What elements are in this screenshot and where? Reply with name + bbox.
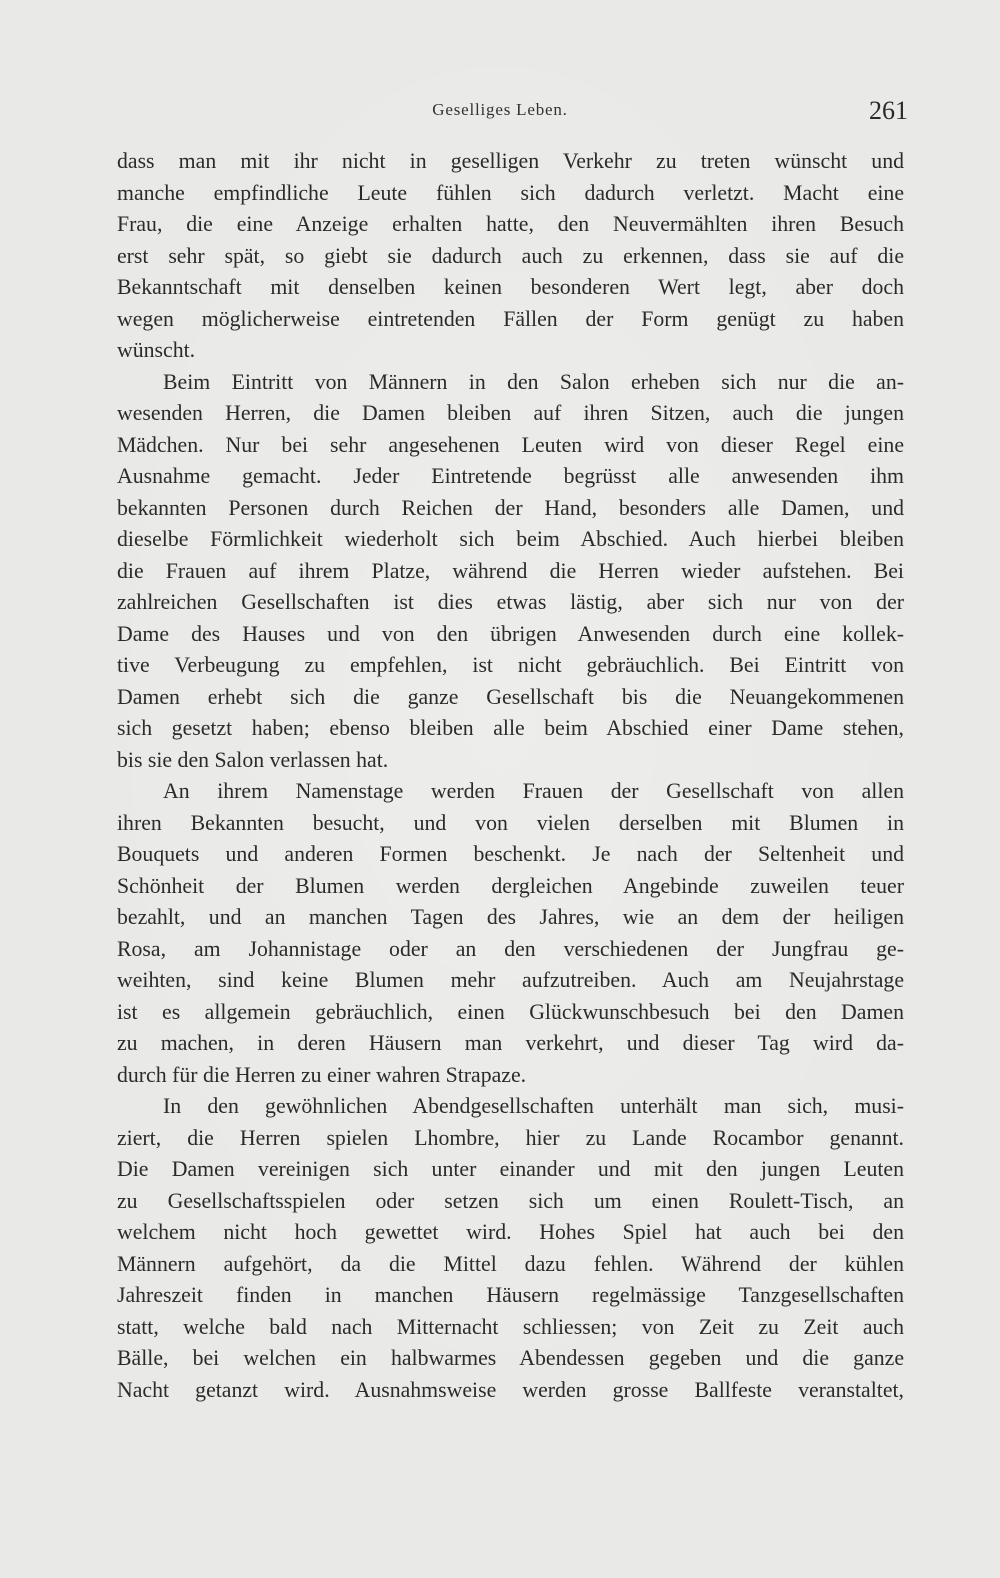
text-line: Bouquets und anderen Formen beschenkt. Je nach der Seltenheit und [117,842,904,866]
text-line: ihren Bekannten besucht, und von vielen derselben mit Blumen in [117,810,904,835]
text-line: welchem nicht hoch gewettet wird. Hohes Spiel hat auch bei den [117,1220,904,1244]
text-line: manche empfindliche Leute fühlen sich dadurch verletzt. Macht eine [117,180,904,205]
text-line: bis sie den Salon verlassen hat. [117,747,389,772]
text-line: zahlreichen Gesellschaften ist dies etwas lästig, aber sich nur von der [117,590,904,614]
text-line: bezahlt, und an manchen Tagen des Jahres, wie an dem der heiligen [117,905,904,929]
text-line: wesenden Herren, die Damen bleiben auf ihren Sitzen, auch die jungen [117,401,904,425]
text-line: wünscht. [117,338,196,362]
text-line: weihten, sind keine Blumen mehr aufzutreiben. Auch am Neujahrstage [117,968,904,992]
text-line: Männern aufgehört, da die Mittel dazu fehlen. Während der kühlen [117,1251,904,1276]
text-line: sich gesetzt haben; ebenso bleiben alle beim Abschied einer Dame stehen, [117,716,904,740]
text-line: zu Gesellschaftsspielen oder setzen sich um einen Roulett-Tisch, an [117,1188,904,1213]
text-line: Beim Eintritt von Männern in den Salon erheben sich nur die an- [163,369,904,394]
running-header [0,98,1000,128]
text-line: Bälle, bei welchen ein halbwarmes Abendessen gegeben und die ganze [117,1346,904,1370]
text-line: durch für die Herren zu einer wahren Strapaze. [117,1062,527,1087]
text-line: erst sehr spät, so giebt sie dadurch auch zu erkennen, dass sie auf die [117,243,904,268]
text-line: In den gewöhnlichen Abendgesellschaften unterhält man sich, musi- [163,1094,904,1118]
text-line: Bekanntschaft mit denselben keinen besonderen Wert legt, aber doch [117,275,904,299]
text-line: dieselbe Förmlichkeit wiederholt sich beim Abschied. Auch hierbei bleiben [117,527,904,551]
text-line: ziert, die Herren spielen Lhombre, hier zu Lande Rocambor genannt. [117,1125,904,1150]
text-line: Schönheit der Blumen werden dergleichen Angebinde zuweilen teuer [117,873,904,898]
text-line: Frau, die eine Anzeige erhalten hatte, den Neuvermählten ihren Besuch [117,212,904,236]
text-line: tive Verbeugung zu empfehlen, ist nicht gebräuchlich. Bei Eintritt von [117,653,904,677]
text-line: Mädchen. Nur bei sehr angesehenen Leuten wird von dieser Regel eine [117,432,904,457]
text-line: die Frauen auf ihrem Platze, während die Herren wieder aufstehen. Bei [117,558,904,583]
text-line: dass man mit ihr nicht in geselligen Verkehr zu treten wünscht und [117,149,904,173]
body-text [117,146,904,1406]
text-line: wegen möglicherweise eintretenden Fällen der Form genügt zu haben [117,306,904,331]
text-line: Rosa, am Johannistage oder an den verschiedenen der Jungfrau ge- [117,936,904,961]
text-line: bekannten Personen durch Reichen der Hand, besonders alle Damen, und [117,495,904,520]
text-line: ist es allgemein gebräuchlich, einen Glückwunschbesuch bei den Damen [117,999,904,1024]
text-line: Die Damen vereinigen sich unter einander und mit den jungen Leuten [117,1157,904,1181]
text-line: Jahreszeit finden in manchen Häusern regelmässige Tanzgesellschaften [117,1283,904,1307]
text-line: An ihrem Namenstage werden Frauen der Gesellschaft von allen [163,779,904,803]
text-line: statt, welche bald nach Mitternacht schliessen; von Zeit zu Zeit auch [117,1314,904,1339]
text-line: Damen erhebt sich die ganze Gesellschaft bis die Neuangekommenen [117,684,904,709]
text-line: Ausnahme gemacht. Jeder Eintretende begrüsst alle anwesenden ihm [117,464,904,488]
text-line: Dame des Hauses und von den übrigen Anwesenden durch eine kollek- [117,621,904,646]
page-number: 261 [869,96,908,125]
running-title: Geselliges Leben. [432,100,568,119]
text-line: zu machen, in deren Häusern man verkehrt, und dieser Tag wird da- [117,1031,904,1055]
text-line: Nacht getanzt wird. Ausnahmsweise werden grosse Ballfeste veranstaltet, [117,1377,904,1402]
